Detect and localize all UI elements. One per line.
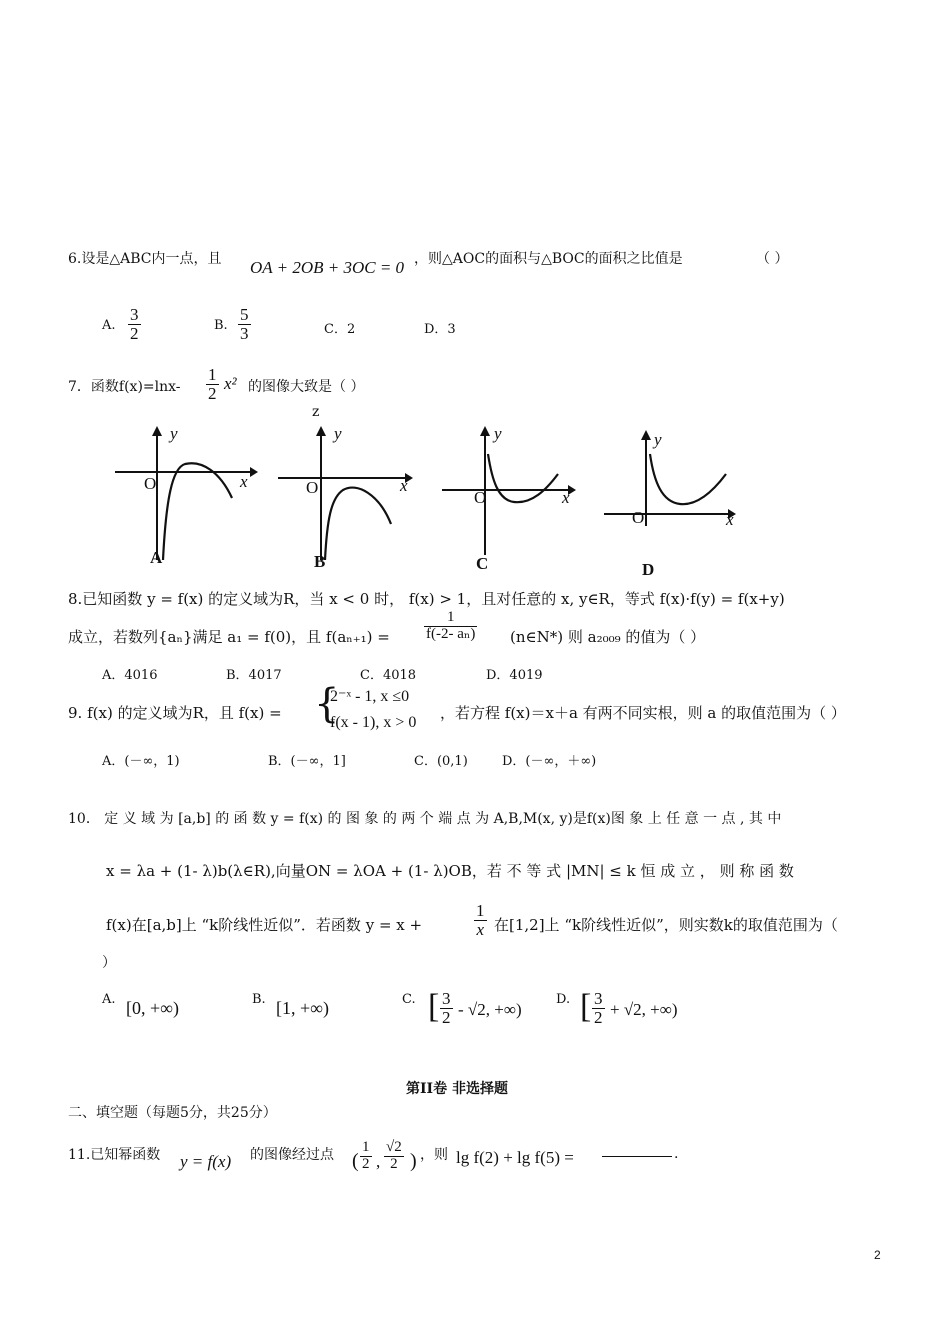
q8-line2-b: (n∈N*) 则 a₂₀₀₉ 的值为（ ） xyxy=(510,628,706,646)
q7-fraction xyxy=(206,366,219,403)
q8-option-c: C．4018 xyxy=(360,668,417,683)
q6-option-a xyxy=(102,318,116,333)
q7-graph-a-x: x xyxy=(240,472,248,491)
q6-formula: OA + 2OB + 3OC = 0 xyxy=(250,258,405,277)
q6-option-d: D．3 xyxy=(424,322,456,337)
q11-point-y-den: 2 xyxy=(390,1155,398,1172)
q11-point-x-num: 1 xyxy=(362,1139,370,1155)
q8-frac-num: 1 xyxy=(424,610,477,627)
q10-option-c-den: 2 xyxy=(442,1007,451,1027)
q6-option-b xyxy=(214,318,228,333)
q10-option-c-num: 3 xyxy=(442,989,451,1008)
q8-line1: 8.已知函数 y = f(x) 的定义域为R，当 x < 0 时， f(x) > 1，且对任意的 x, y∈R，等式 f(x)·f(y) = f(x+y) xyxy=(68,590,785,608)
q7-graph-d-y: y xyxy=(654,430,662,449)
q7-graph-d-label: D xyxy=(642,560,655,579)
q10-line1: 10． 定 义 域 为 [a,b] 的 函 数 y = f(x) 的 图 象 的 两 个 端 点 为 A,B,M(x, y)是f(x)图 象 上 任 意 一 点 , 其 中 xyxy=(68,811,782,827)
q11-expression: lg f(2) + lg f(5) = xyxy=(456,1148,574,1167)
q9-text-a: 9. f(x) 的定义域为R，且 f(x) = xyxy=(68,704,282,722)
q10-option-b: [1, +∞) xyxy=(276,998,329,1018)
q6-stem xyxy=(68,248,222,268)
q11-formula: y = f(x) xyxy=(180,1152,232,1171)
q9-piece-2: f(x - 1), x > 0 xyxy=(330,714,417,731)
q10-option-d-bracket: [ xyxy=(580,988,592,1025)
q6-option-b-fraction xyxy=(238,306,251,343)
q11-point-comma: , xyxy=(376,1152,381,1171)
q11-point-y xyxy=(384,1140,404,1173)
q11-period: . xyxy=(674,1146,679,1162)
q7-graph-a xyxy=(110,420,260,570)
q10-frac-den: x xyxy=(476,919,485,939)
q10-line3-fraction xyxy=(474,902,487,939)
q6-option-a-fraction xyxy=(128,306,141,343)
q7-text-a: 7．函数f(x)=lnx- xyxy=(68,379,181,395)
q7-graph-b-x: x xyxy=(400,476,408,495)
q9-text-b: ，若方程 f(x)＝x＋a 有两不同实根，则 a 的取值范围为（ ） xyxy=(440,704,846,722)
q10-frac-num: 1 xyxy=(476,901,485,920)
q10-option-b-label: B. xyxy=(252,992,266,1007)
q10-option-d-label: D. xyxy=(556,992,571,1007)
q8-option-b: B．4017 xyxy=(226,668,282,683)
q6-text-a: 6.设是△ABC内一点，且 xyxy=(68,251,222,267)
q9-option-b: B．(－∞，1] xyxy=(268,754,346,769)
q10-option-a-label: A. xyxy=(102,992,116,1007)
q11-point-x xyxy=(360,1140,372,1173)
q10-option-c-fraction xyxy=(440,990,453,1027)
q9-brace: { xyxy=(314,681,340,727)
q9-piece-1: 2⁻ˣ - 1, x ≤0 xyxy=(330,688,410,705)
q6-option-b-label: B. xyxy=(214,318,228,333)
q6-option-b-den: 3 xyxy=(240,323,249,343)
q10-option-d-num: 3 xyxy=(594,989,603,1008)
q11-text-b: 的图像经过点 xyxy=(250,1147,334,1163)
q6-option-a-num: 3 xyxy=(130,305,139,324)
q7-text-b: 的图像大致是（ ） xyxy=(248,379,365,395)
q7-graph-b-origin: O xyxy=(306,478,319,497)
q8-option-a: A．4016 xyxy=(102,668,158,683)
q7-graph-c-x: x xyxy=(562,488,570,507)
q6-option-c: C．2 xyxy=(324,322,356,337)
section-title: 第II卷 非选择题 xyxy=(406,1081,508,1097)
q7-stray-mark: z xyxy=(312,404,320,420)
q10-line3-a: f(x)在[a,b]上 “k阶线性近似”．若函数 y = x + xyxy=(106,916,423,934)
q11-text-c: ，则 xyxy=(420,1147,448,1163)
q11-point-x-den: 2 xyxy=(362,1155,370,1172)
q7-graph-a-y: y xyxy=(170,424,178,443)
q7-x-squared: x² xyxy=(224,374,237,393)
q6-option-a-den: 2 xyxy=(130,323,139,343)
q7-graph-c-label: C xyxy=(476,554,489,573)
q10-option-d-den: 2 xyxy=(594,1007,603,1027)
q6-answer-paren: （ ） xyxy=(756,251,789,267)
section-part2-heading: 二、填空题（每题5分，共25分） xyxy=(68,1105,277,1121)
q8-frac-den: f(-2- aₙ) xyxy=(426,625,476,642)
q10-option-c-tail: - √2, +∞) xyxy=(458,1000,522,1019)
q10-option-c-bracket: [ xyxy=(428,988,440,1025)
q8-fraction xyxy=(424,610,477,643)
q7-graph-d-x: x xyxy=(726,510,734,529)
q10-line4: ） xyxy=(102,955,116,971)
q10-line2: x = λa + (1- λ)b(λ∈R),向量ON = λOA + (1- λ)OB，若 不 等 式 |MN| ≤ k 恒 成 立 ， 则 称 函 数 xyxy=(106,862,794,880)
q7-graph-b-y: y xyxy=(334,424,342,443)
q11-point-open: ( xyxy=(352,1150,359,1172)
q9-option-c: C．(0,1) xyxy=(414,754,468,769)
q8-line2-a: 成立，若数列{aₙ}满足 a₁ = f(0)，且 f(aₙ₊₁) = xyxy=(68,628,390,646)
q11-answer-blank[interactable] xyxy=(602,1148,672,1164)
q11-point-close: ) xyxy=(410,1150,417,1172)
q7-graph-c-origin: O xyxy=(474,488,487,507)
q6-option-a-label: A. xyxy=(102,318,116,333)
q10-option-a: [0, +∞) xyxy=(126,998,179,1018)
q7-frac-num: 1 xyxy=(208,365,217,384)
q6-option-b-num: 5 xyxy=(240,305,249,324)
q9-option-a: A．(－∞，1) xyxy=(102,754,180,769)
q6-text-b: ，则△AOC的面积与△BOC的面积之比值是 xyxy=(414,251,683,267)
q7-frac-den: 2 xyxy=(208,383,217,403)
q10-option-d-fraction xyxy=(592,990,605,1027)
q10-option-d-tail: + √2, +∞) xyxy=(610,1000,678,1019)
q11-text-a: 11.已知幂函数 xyxy=(68,1147,161,1163)
q10-line3-b: 在[1,2]上 “k阶线性近似”，则实数k的取值范围为（ xyxy=(494,916,838,934)
q9-option-d: D．(－∞，＋∞) xyxy=(502,754,597,769)
q7-graph-c-y: y xyxy=(494,424,502,443)
q7-graph-d-origin: O xyxy=(632,508,645,527)
q7-graph-b-label: B xyxy=(314,552,326,571)
q10-option-c-label: C. xyxy=(402,992,416,1007)
page-number: 2 xyxy=(874,1248,881,1262)
q7-graph-a-label: A xyxy=(150,548,163,567)
q8-option-d: D．4019 xyxy=(486,668,543,683)
q11-point-y-num: √2 xyxy=(386,1139,402,1155)
q7-graph-a-origin: O xyxy=(144,474,157,493)
